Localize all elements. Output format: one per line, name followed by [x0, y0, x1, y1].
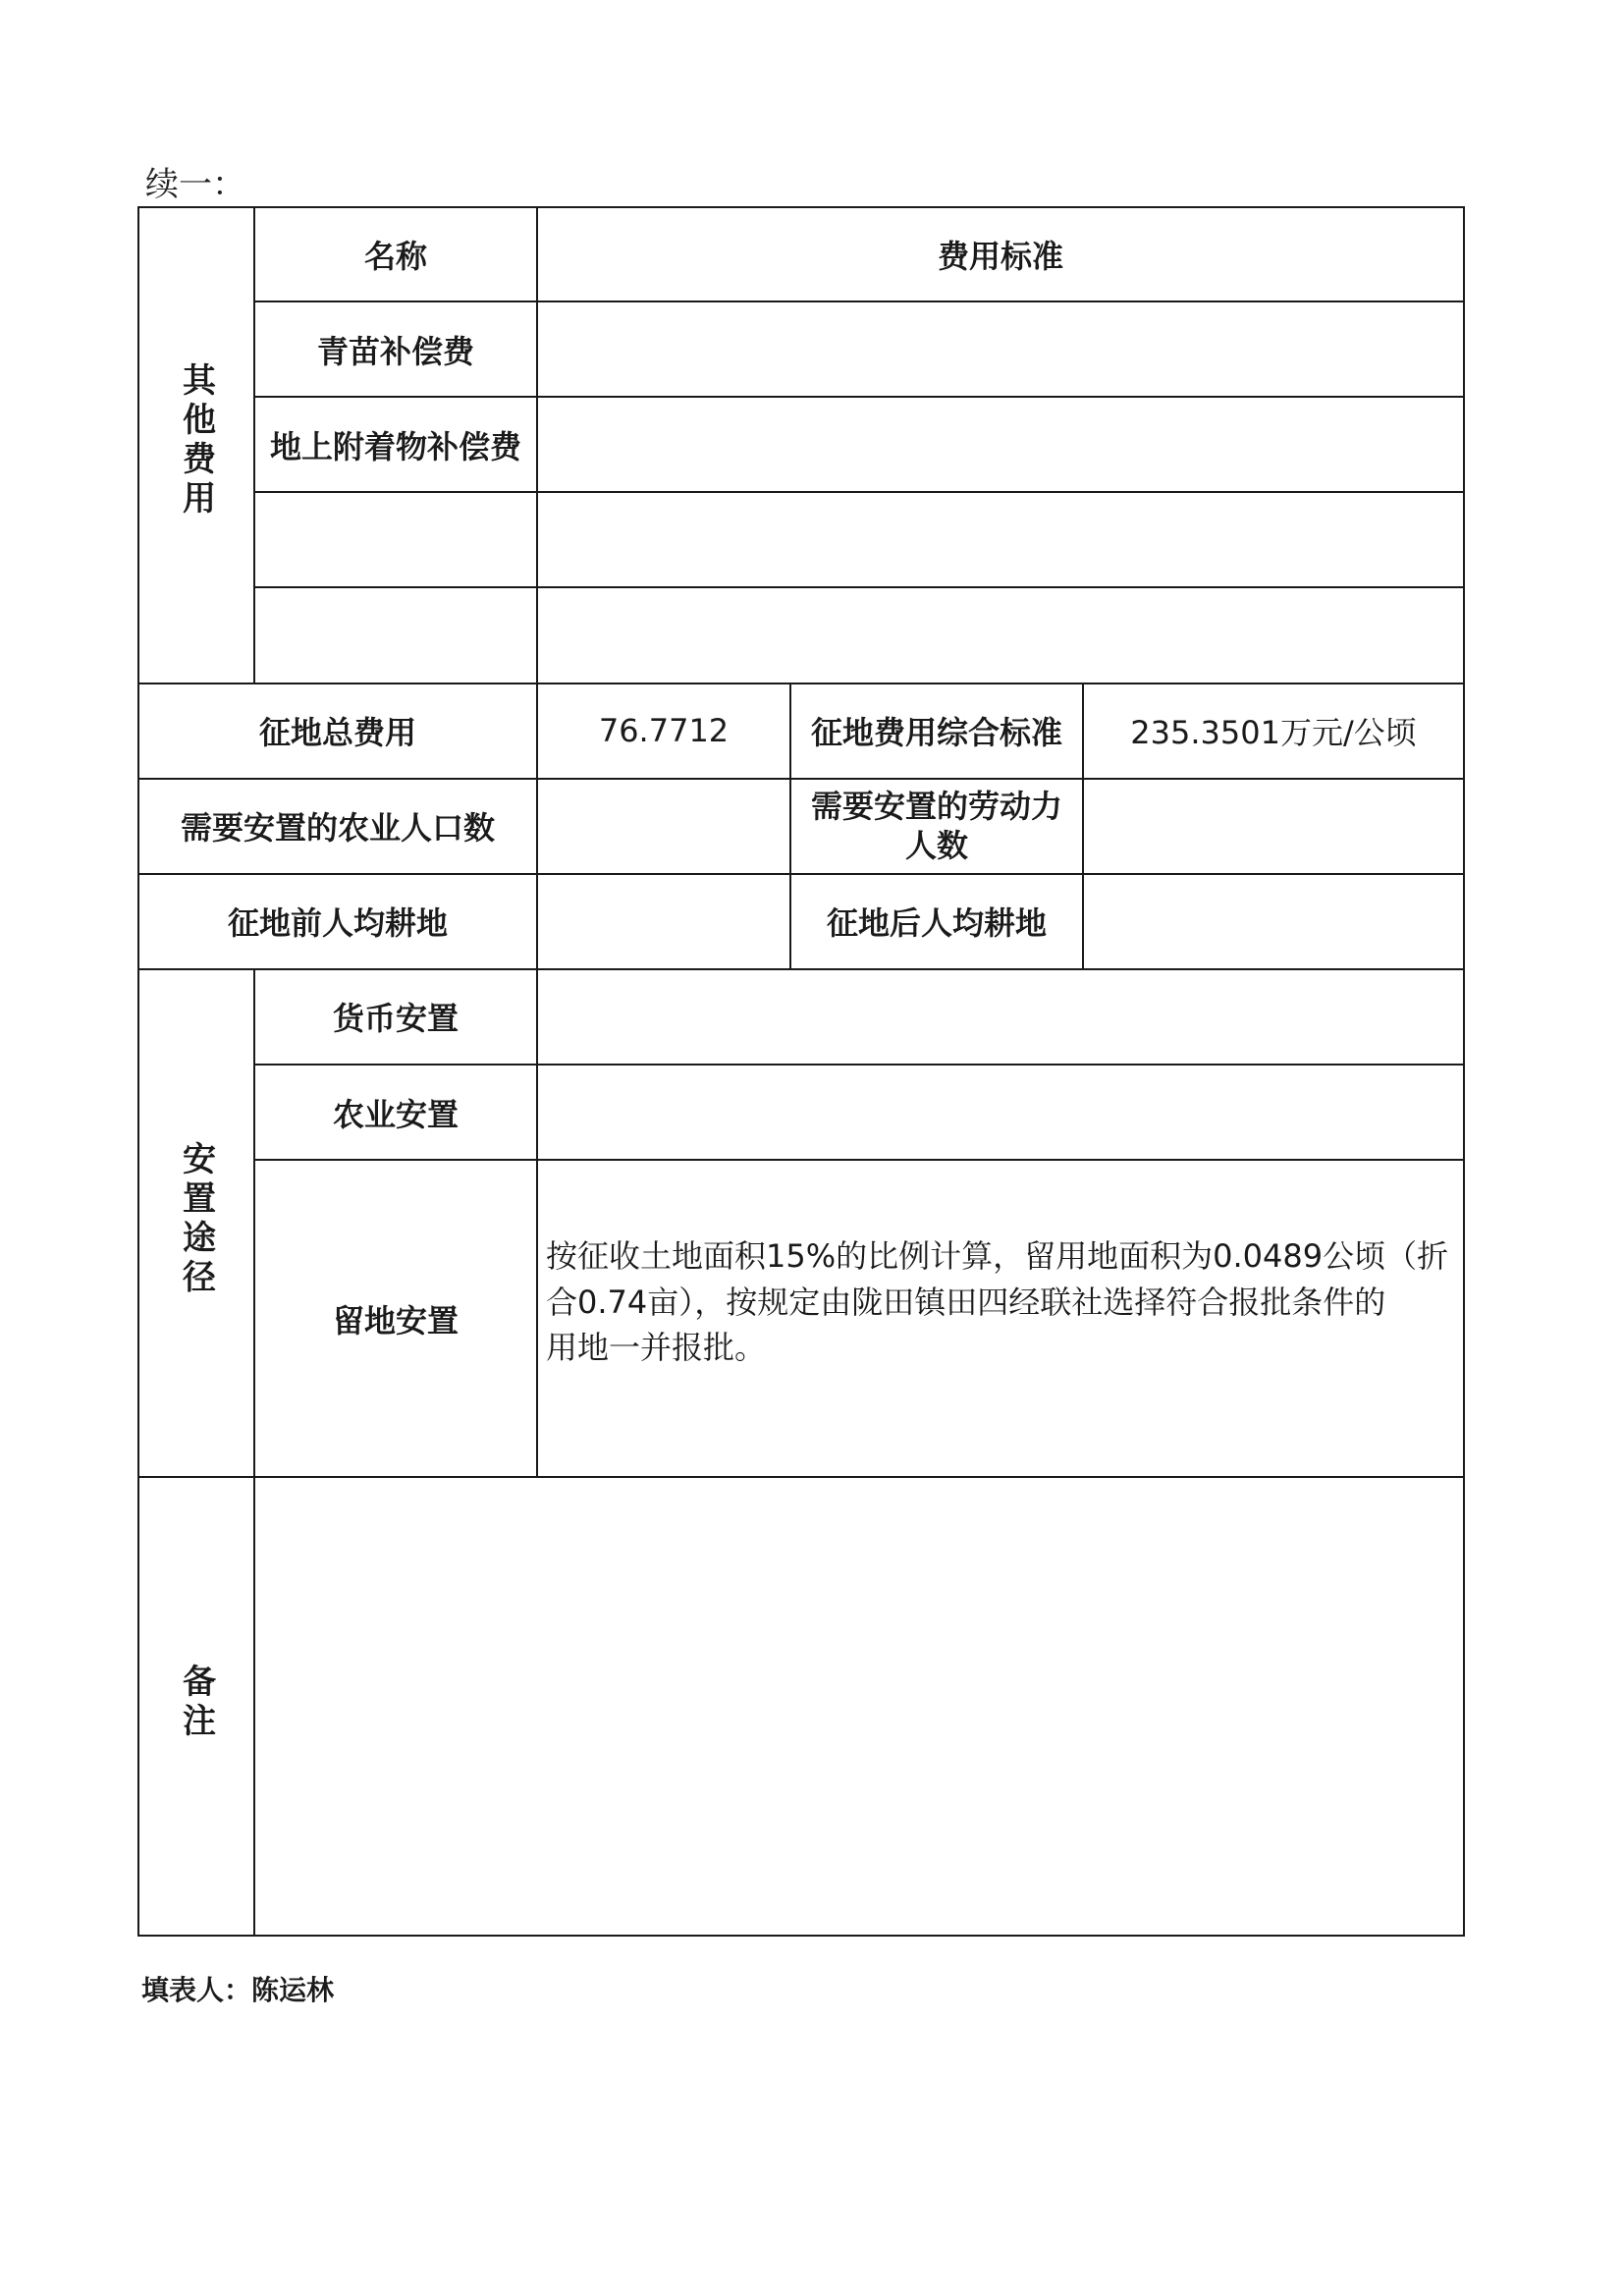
table-row	[138, 1065, 1464, 1160]
resettlement-group-label: 安置途径	[176, 1140, 216, 1298]
other-fees-group-label: 其他费用	[176, 362, 216, 520]
labor-count-value	[1083, 779, 1464, 874]
fee-standard-cell	[537, 492, 1464, 587]
resettlement-name-cell: 货币安置	[254, 969, 537, 1065]
labor-count-label	[790, 779, 1083, 874]
remarks-label: 备注	[176, 1663, 216, 1742]
land-retained-text	[537, 1160, 1464, 1477]
land-retained-label: 留地安置	[254, 1160, 537, 1477]
land-retained-line1: 按征收土地面积15%的比例计算，留用地面积为0.0489公顷（折	[546, 1237, 1449, 1276]
remarks-row	[138, 1477, 1464, 1936]
land-retained-line3: 用地一并报批。	[546, 1328, 767, 1366]
table-row	[138, 492, 1464, 587]
agri-population-label: 需要安置的农业人口数	[138, 779, 537, 874]
total-fee-label: 征地总费用	[138, 683, 537, 779]
resettlement-content-cell	[537, 1065, 1464, 1160]
labor-label-line2: 人数	[904, 827, 968, 865]
table-row	[138, 301, 1464, 397]
composite-standard-label: 征地费用综合标准	[790, 683, 1083, 779]
land-requisition-form	[137, 206, 1465, 1937]
farmland-after-value	[1083, 874, 1464, 969]
remarks-label-cell	[138, 1477, 254, 1936]
filled-by-label: 填表人：陈运林	[141, 1974, 335, 2006]
fee-standard-cell	[537, 397, 1464, 492]
fee-standard-cell	[537, 587, 1464, 683]
population-row	[138, 779, 1464, 874]
table-row	[138, 397, 1464, 492]
resettlement-name-cell: 农业安置	[254, 1065, 537, 1160]
fee-name-cell: 青苗补偿费	[254, 301, 537, 397]
farmland-row	[138, 874, 1464, 969]
farmland-before-value	[537, 874, 790, 969]
other-fees-header-row	[138, 207, 1464, 301]
continued-label: 续一：	[145, 165, 245, 204]
farmland-before-label: 征地前人均耕地	[138, 874, 537, 969]
fee-name-cell	[254, 492, 537, 587]
table-row	[138, 969, 1464, 1065]
table-row	[138, 587, 1464, 683]
col-name-header: 名称	[254, 207, 537, 301]
fee-standard-cell	[537, 301, 1464, 397]
composite-standard-value: 235.3501万元/公顷	[1083, 683, 1464, 779]
total-fee-row	[138, 683, 1464, 779]
resettlement-content-cell	[537, 969, 1464, 1065]
other-fees-group-cell	[138, 207, 254, 683]
fee-name-cell: 地上附着物补偿费	[254, 397, 537, 492]
total-fee-value: 76.7712	[537, 683, 790, 779]
land-retained-row	[138, 1160, 1464, 1477]
col-standard-header: 费用标准	[537, 207, 1464, 301]
fee-name-cell	[254, 587, 537, 683]
farmland-after-label: 征地后人均耕地	[790, 874, 1083, 969]
remarks-content	[254, 1477, 1464, 1936]
agri-population-value	[537, 779, 790, 874]
labor-label-line1: 需要安置的劳动力	[810, 788, 1062, 826]
land-retained-line2: 合0.74亩），按规定由陇田镇田四经联社选择符合报批条件的	[546, 1283, 1386, 1321]
resettlement-group-cell	[138, 969, 254, 1478]
